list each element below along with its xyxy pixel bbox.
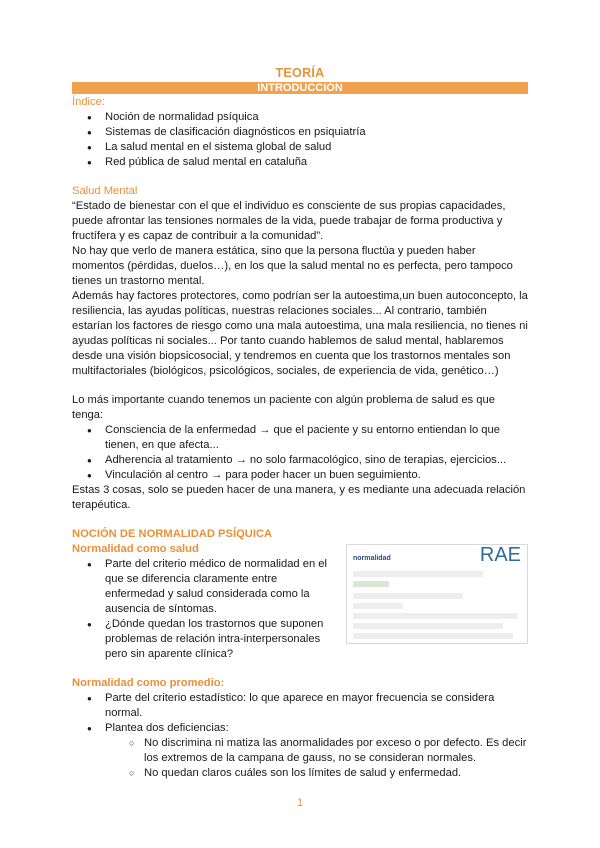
spacer xyxy=(72,379,528,393)
page-number: 1 xyxy=(296,797,304,809)
normalidad-promedio-list xyxy=(72,691,528,736)
list-item: ● Sistemas de clasificación diagnósticos en psiquiatría xyxy=(72,125,528,140)
list-item: ● ¿Dónde quedan los trastornos que suponen problemas de relación intra-interpersonales pero sin aparente clínica? xyxy=(72,617,332,662)
rae-text-line xyxy=(353,571,483,577)
list-subitem: ○ No quedan claros cuáles son los límites de salud y enfermedad. xyxy=(72,766,528,781)
document-page xyxy=(72,66,528,781)
rae-text-line xyxy=(353,623,503,629)
rae-text-line xyxy=(353,633,513,639)
paragraph: Estas 3 cosas, solo se pueden hacer de una manera, y es mediante una adecuada relación terapéutica. xyxy=(72,484,526,511)
normalidad-promedio-sublist xyxy=(72,736,528,781)
normalidad-promedio-heading: Normalidad como promedio: xyxy=(72,677,225,689)
normalidad-salud-text xyxy=(72,542,332,662)
list-item: ● Plantea dos deficiencias: xyxy=(72,721,528,736)
spacer xyxy=(72,170,528,184)
page-title: TEORÍA xyxy=(275,66,325,80)
paragraph: No hay que verlo de manera estática, sino que la persona fluctúa y pueden haber momentos (pérdidas, duelos…), en los que la salud mental no es perfecta, pero tampoco tienes un trastorno mental. xyxy=(72,245,513,287)
normalidad-salud-list xyxy=(72,557,332,662)
list-item: ● Parte del criterio estadístico: lo que aparece en mayor frecuencia se considera normal. xyxy=(72,691,528,721)
list-item: ● Red pública de salud mental en cataluña xyxy=(72,155,528,170)
list-item: ● Noción de normalidad psíquica xyxy=(72,110,528,125)
spacer xyxy=(72,513,528,527)
rae-text-line xyxy=(353,603,403,609)
normalidad-salud-row xyxy=(72,542,528,662)
index-list xyxy=(72,110,528,170)
normalidad-heading: NOCIÓN DE NORMALIDAD PSÍQUICA xyxy=(72,528,273,540)
list-item: ● La salud mental en el sistema global de salud xyxy=(72,140,528,155)
list-item: ● Vinculación al centro → para poder hacer un buen seguimiento. xyxy=(72,468,528,483)
list-item: ● Parte del criterio médico de normalidad en el que se diferencia claramente entre enfermedad y salud considerada como la ausencia de síntomas. xyxy=(72,557,332,617)
spacer xyxy=(72,662,528,676)
paragraph: Además hay factores protectores, como podrían ser la autoestima,un buen autoconcepto, la resiliencia, las ayudas políticas, nuestras relaciones sociales... Al contrario, también estarían los factores de riesgo como una mala autoestima, una mala resiliencia, no tienes ni ayudas políticas ni sociales... Por tanto cuando hablemos de salud mental, hablaremos desde una visión biopsicosocial, y tendremos en cuenta que los trastornos mentales son multifactoriales (biológicos, psicológicos, sociales, de experiencia de vida, genético…) xyxy=(72,290,528,377)
rae-dictionary-image xyxy=(346,544,528,644)
salud-mental-heading: Salud Mental xyxy=(72,185,138,197)
rae-entry-word: normalidad xyxy=(353,555,391,562)
list-item: ● Consciencia de la enfermedad → que el paciente y su entorno entiendan lo que tienen, en que afecta... xyxy=(72,423,528,453)
list-subitem: ○ No discrimina ni matiza las anormalidades por exceso o por defecto. Es decir los extremos de la campana de gauss, no se consideran normales. xyxy=(72,736,528,766)
rae-text-line xyxy=(353,613,518,619)
index-label: Índice: xyxy=(72,96,105,108)
importante-list xyxy=(72,423,528,483)
rae-highlight-bar xyxy=(353,581,389,587)
definition-quote: “Estado de bienestar con el que el individuo es consciente de sus propias capacidades, puede afrontar las tensiones normales de la vida, puede trabajar de forma productiva y fructífera y es capaz de contribuir a la comunidad”. xyxy=(72,200,506,242)
rae-text-line xyxy=(353,593,463,599)
normalidad-salud-heading: Normalidad como salud xyxy=(72,543,199,555)
paragraph: Lo más importante cuando tenemos un paciente con algún problema de salud es que tenga: xyxy=(72,394,495,421)
list-item: ● Adherencia al tratamiento → no solo farmacológico, sino de terapias, ejercicios... xyxy=(72,453,528,468)
section-banner: INTRODUCCIÓN xyxy=(72,82,528,94)
rae-logo: RAE xyxy=(479,544,521,566)
